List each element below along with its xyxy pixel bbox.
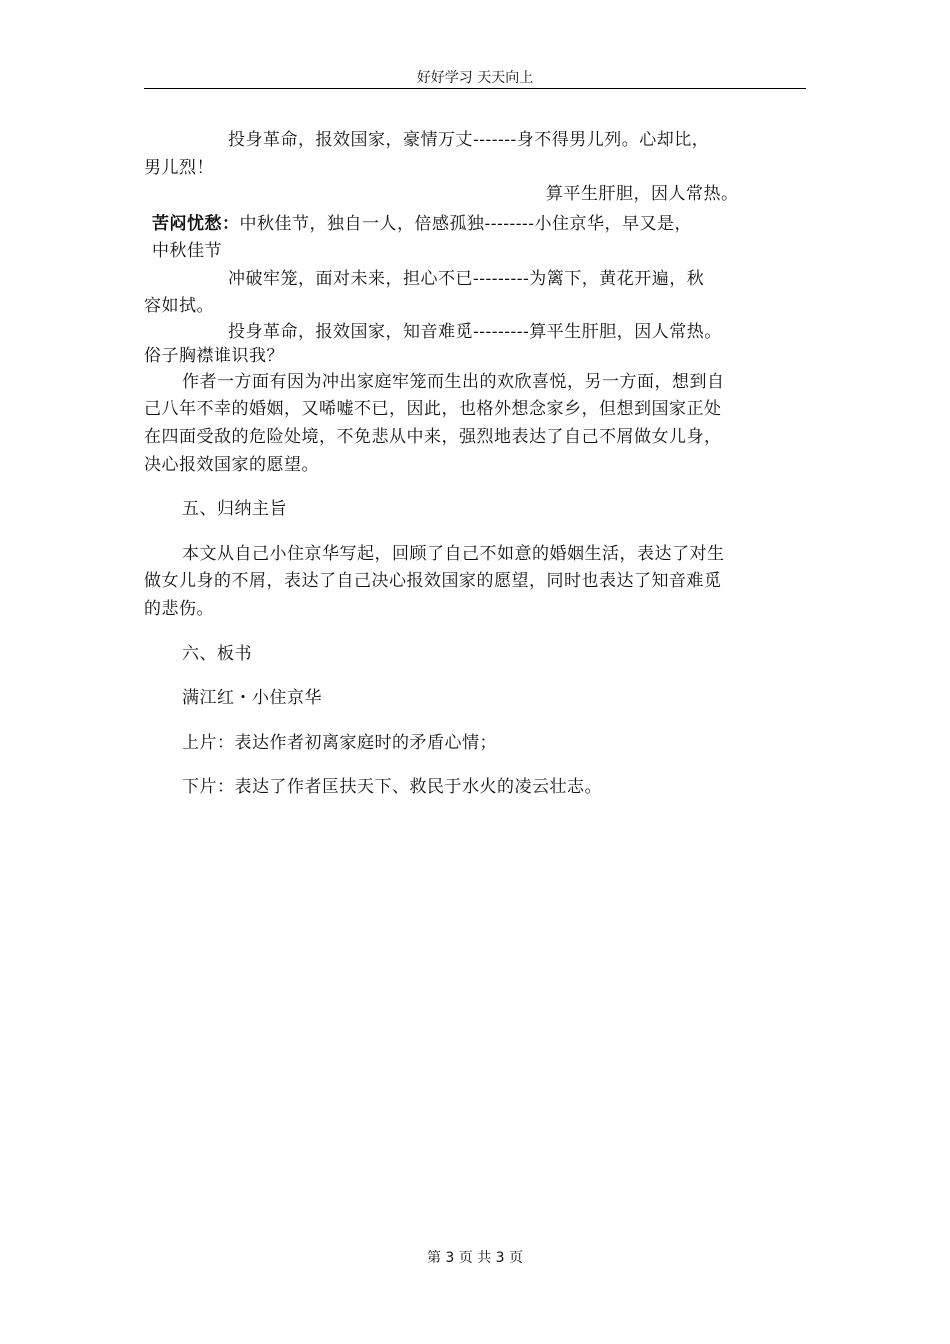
paragraph-line: 决心报效国家的愿望。 — [144, 455, 319, 475]
text-line: 算平生肝胆，因人常热。 — [546, 184, 739, 204]
board-line: 上片：表达作者初离家庭时的矛盾心情； — [182, 733, 497, 753]
paragraph-line: 的悲伤。 — [144, 599, 214, 619]
text-line: 容如拭。 — [144, 296, 214, 316]
text-line: 冲破牢笼，面对未来，担心不已---------为篱下，黄花开遍，秋 — [228, 269, 705, 289]
page-header: 好好学习 天天向上 — [416, 70, 534, 86]
text-span: 中秋佳节，独自一人，倍感孤独--------小住京华，早又是， — [239, 214, 692, 234]
paragraph-line: 作者一方面有因为冲出家庭牢笼而生出的欢欣喜悦，另一方面，想到自 — [182, 372, 725, 392]
paragraph-line: 做女儿身的不屑，表达了自己决心报效国家的愿望，同时也表达了知音难觅 — [144, 571, 722, 591]
board-line: 下片：表达了作者匡扶天下、救民于水火的凌云壮志。 — [182, 777, 602, 797]
text-line: 俗子胸襟谁识我？ — [144, 346, 284, 366]
page-footer: 第 3 页 共 3 页 — [426, 1250, 524, 1266]
text-line: 投身革命，报效国家，知音难觅---------算平生肝胆，因人常热。 — [228, 322, 722, 342]
text-line: 中秋佳节 — [152, 241, 222, 261]
paragraph-line: 己八年不幸的婚姻，又唏嘘不已，因此，也格外想念家乡，但想到国家正处 — [144, 399, 722, 419]
section-heading: 六、板书 — [182, 644, 252, 664]
text-line-labeled — [152, 210, 692, 238]
header-divider — [144, 88, 806, 89]
text-line: 投身革命，报效国家，豪情万丈-------身不得男儿列。心却比， — [228, 130, 710, 150]
board-title: 满江红・小住京华 — [182, 688, 322, 708]
paragraph-line: 本文从自己小住京华写起，回顾了自己不如意的婚姻生活，表达了对生 — [182, 544, 725, 564]
text-line: 男儿烈！ — [144, 158, 214, 178]
section-heading: 五、归纳主旨 — [182, 499, 287, 519]
paragraph-line: 在四面受敌的危险处境，不免悲从中来，强烈地表达了自己不屑做女儿身， — [144, 427, 722, 447]
label-bold: 苦闷忧愁： — [152, 214, 240, 234]
